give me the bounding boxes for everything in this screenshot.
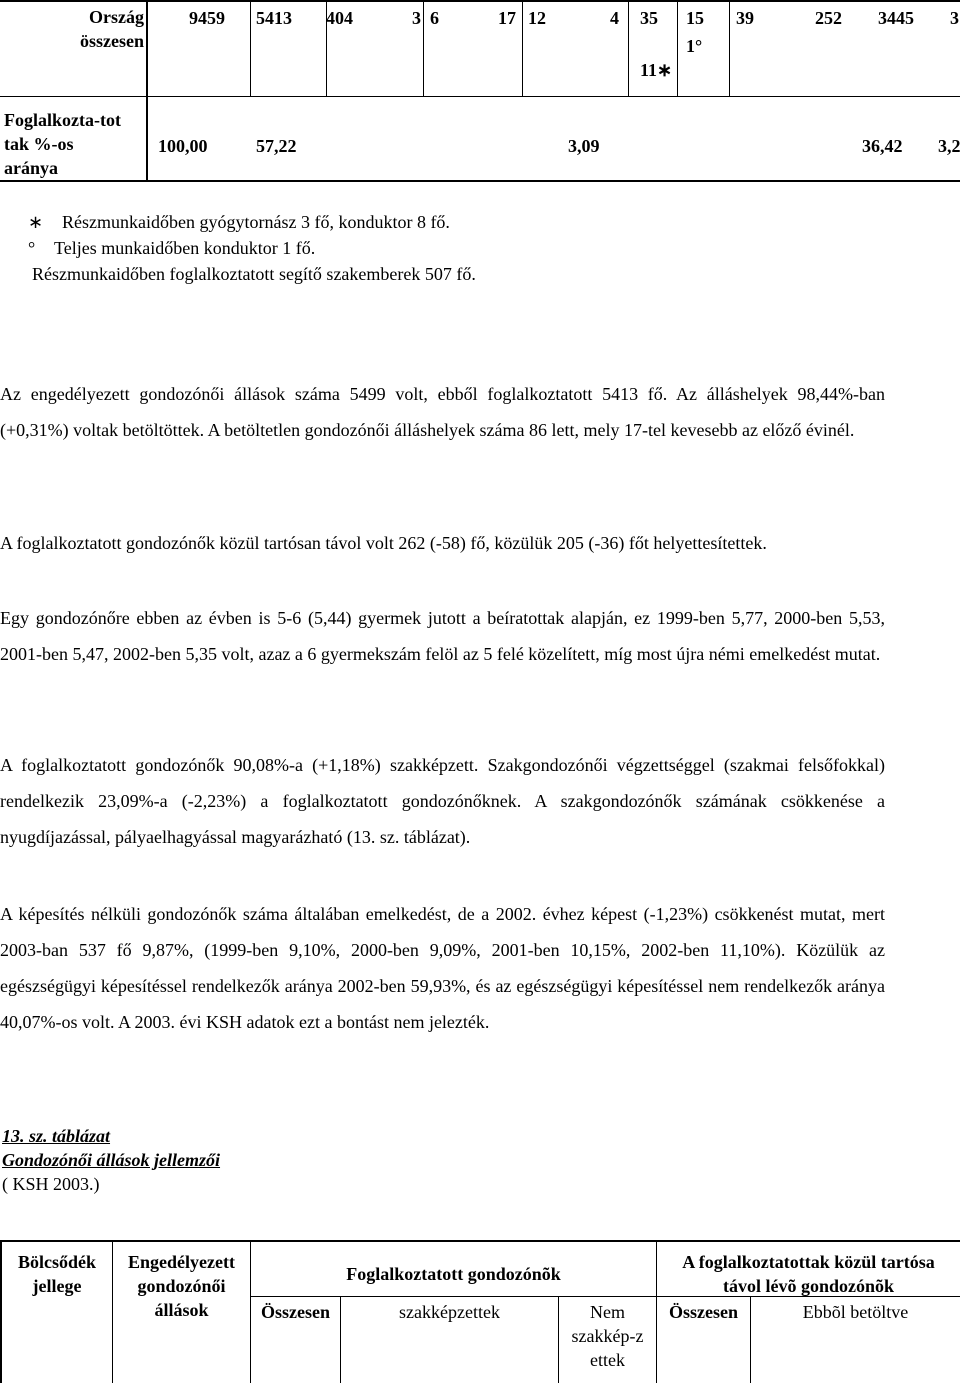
value-cell: 3,09 xyxy=(568,136,600,156)
value-cell: 36,42 xyxy=(862,136,903,156)
value-cell: 12 xyxy=(528,8,546,28)
header-bolcsodek-jellege xyxy=(2,1250,112,1298)
header-line: állások xyxy=(154,1300,209,1320)
value-cell: 57,22 xyxy=(256,136,297,156)
column-divider xyxy=(250,0,251,96)
footnote-degree xyxy=(28,236,315,260)
value-cell: 39 xyxy=(736,8,754,28)
column-divider xyxy=(146,0,148,182)
header-line: gondozónői xyxy=(137,1276,226,1296)
row-label-line: Ország xyxy=(89,7,144,27)
paragraph: A foglalkoztatott gondozónők közül tartósan távol volt 262 (-58) fő, közülük 205 (-36) főt helyettesítettek. xyxy=(0,533,767,553)
footnote-text: Részmunkaidőben gyógytornász 3 fő, konduktor 8 fő. xyxy=(62,212,450,232)
footnote-text: Részmunkaidőben foglalkoztatott segítő szakemberek 507 fő. xyxy=(32,264,476,284)
value-cell: 1° xyxy=(686,36,703,56)
table-number: 13. sz. táblázat xyxy=(2,1126,111,1146)
header-line: ettek xyxy=(590,1350,625,1370)
row-label-line: összesen xyxy=(80,31,144,51)
employment-table xyxy=(0,0,960,181)
column-divider xyxy=(729,0,730,96)
footnote-star xyxy=(28,210,450,234)
subheader-szakkepzettek: szakképzettek xyxy=(399,1302,500,1322)
row-label-orszag xyxy=(60,5,144,53)
value-cell: 5413 xyxy=(256,8,292,28)
column-divider xyxy=(522,0,523,96)
header-line: távol lévõ gondozónõk xyxy=(722,1276,895,1296)
row-label-foglalkoztatottak xyxy=(4,108,121,180)
paragraph: Egy gondozónőre ebben az évben is 5-6 (5,44) gyermek jutott a beíratottak alapján, ez 1999-ben 5,77, 2000-ben 5,53, 2001-ben 5,47, 2002-ben 5,35 volt, azaz a 6 gyermekszám felöl az 5 felé közelített, míg most újra némi emelkedést mutat. xyxy=(0,608,885,664)
table-source: ( KSH 2003.) xyxy=(2,1174,100,1194)
header-foglalkoztatott-gondozonok: Foglalkoztatott gondozónõk xyxy=(346,1264,561,1284)
header-line: jellege xyxy=(32,1276,82,1296)
subheader-osszesen: Összesen xyxy=(261,1302,330,1322)
value-cell: 100,00 xyxy=(158,136,208,156)
value-cell: 9459 xyxy=(189,8,225,28)
paragraph: A foglalkoztatott gondozónők 90,08%-a (+1,18%) szakképzett. Szakgondozónői végzettséggel (szakmai felsőfokkal) rendelkezik 23,09%-a (-2,23%) a foglalkoztatott gondozónőknek. A szakgondozónők számának csökkenése a nyugdíjazással, pályaelhagyással magyarázható (13. sz. táblázat). xyxy=(0,755,885,847)
footnote-symbol: ∗ xyxy=(28,212,44,232)
subheader-osszesen-tavol: Összesen xyxy=(669,1302,738,1322)
header-line: szakkép-z xyxy=(571,1326,644,1346)
header-line: Bölcsődék xyxy=(17,1252,96,1272)
row-label-line: aránya xyxy=(4,158,58,178)
footnote-plain xyxy=(32,262,476,286)
column-divider xyxy=(423,0,424,96)
column-divider xyxy=(628,0,629,96)
table-top-border xyxy=(0,0,960,2)
row-divider xyxy=(0,96,960,97)
header-line: Nem xyxy=(590,1302,625,1322)
row-label-line: Foglalkozta-tot xyxy=(4,110,121,130)
value-cell: 252 xyxy=(815,8,842,28)
footnote-text: Teljes munkaidőben konduktor 1 fő. xyxy=(54,238,316,258)
value-cell: 11∗ xyxy=(640,60,673,80)
value-cell: 3 xyxy=(950,8,959,28)
header-engedelyezett-allasok xyxy=(113,1250,250,1322)
value-cell: 3 xyxy=(412,8,421,28)
paragraph: Az engedélyezett gondozónői állások száma 5499 volt, ebből foglalkoztatott 5413 fő. Az álláshelyek 98,44%-ban (+0,31%) voltak betöltöttek. A betöltetlen gondozónői álláshelyek száma 86 lett, mely 17-tel kevesebb az előző évinél. xyxy=(0,384,885,440)
value-cell: 3,2 xyxy=(938,136,960,156)
footnote-symbol: ° xyxy=(28,238,36,258)
subheader-nem-szakkepzettek xyxy=(559,1300,656,1372)
header-line: Engedélyezett xyxy=(128,1252,235,1272)
header-tartosan-tavol xyxy=(657,1250,960,1298)
column-divider xyxy=(677,0,678,96)
value-cell: 17 xyxy=(498,8,516,28)
value-cell: 404 xyxy=(326,8,353,28)
value-cell: 6 xyxy=(430,8,439,28)
value-cell: 35 xyxy=(640,8,658,28)
header-line: A foglalkoztatottak közül tartósa xyxy=(682,1252,935,1272)
job-characteristics-table xyxy=(0,1240,960,1383)
row-label-line: tak %-os xyxy=(4,134,74,154)
table-bottom-border xyxy=(0,180,960,182)
value-cell: 15 xyxy=(686,8,704,28)
table-title: Gondozónői állások jellemzői xyxy=(2,1150,221,1170)
subheader-ebbol-betoltve: Ebbõl betöltve xyxy=(802,1302,909,1322)
table-top-border xyxy=(0,1240,960,1242)
paragraph: A képesítés nélküli gondozónők száma általában emelkedést, de a 2002. évhez képest (-1,23%) csökkenést mutat, mert 2003-ban 537 fő 9,87%, (1999-ben 9,10%, 2000-ben 9,09%, 2001-ben 10,15%, 2002-ben 11,10%). Közülük az egészségügyi képesítéssel rendelkezők aránya 2002-ben 59,93%, és az egészségügyi képesítéssel nem rendelkezők aránya 40,07%-os volt. A 2003. évi KSH adatok ezt a bontást nem jelezték. xyxy=(0,904,885,1032)
value-cell: 4 xyxy=(610,8,619,28)
value-cell: 3445 xyxy=(878,8,914,28)
